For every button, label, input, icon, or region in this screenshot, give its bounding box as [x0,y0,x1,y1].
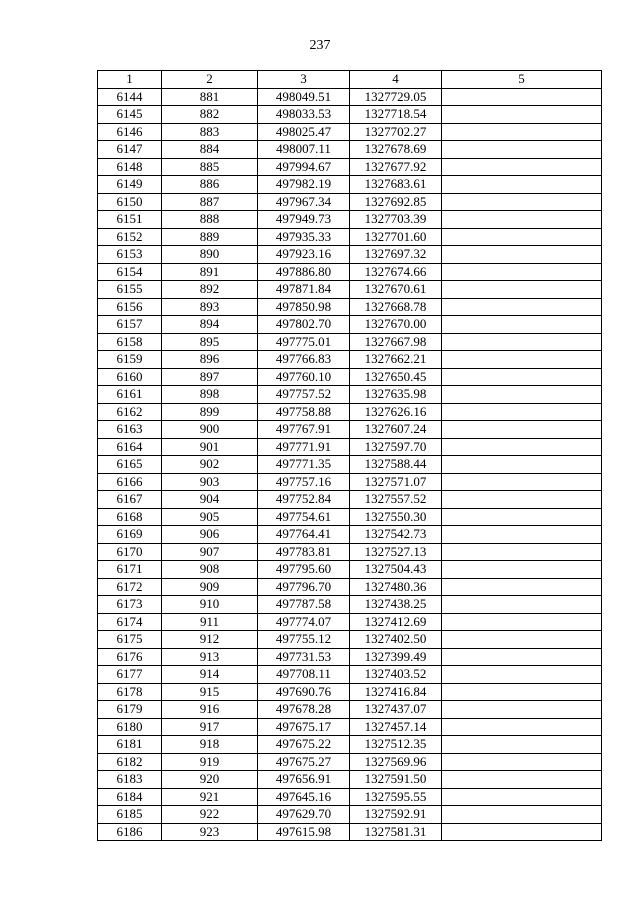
table-cell: 1327697.32 [350,246,442,264]
table-cell: 497708.11 [258,666,350,684]
table-cell: 1327581.31 [350,823,442,841]
table-cell: 6185 [98,806,162,824]
table-row [98,631,602,649]
table-cell: 895 [162,333,258,351]
table-cell: 886 [162,176,258,194]
table-cell: 6154 [98,263,162,281]
table-cell [442,403,602,421]
table-cell: 6179 [98,701,162,719]
table-cell [442,106,602,124]
table-cell: 6168 [98,508,162,526]
table-cell [442,193,602,211]
table-cell: 1327399.49 [350,648,442,666]
table-cell: 497771.91 [258,438,350,456]
table-cell: 6152 [98,228,162,246]
table-row [98,176,602,194]
table-cell: 885 [162,158,258,176]
table-cell: 1327416.84 [350,683,442,701]
table-cell: 6170 [98,543,162,561]
table-cell: 497775.01 [258,333,350,351]
table-row [98,823,602,841]
table-cell: 6156 [98,298,162,316]
table-cell: 497757.16 [258,473,350,491]
table-cell: 6167 [98,491,162,509]
table-cell: 6159 [98,351,162,369]
table-cell [442,211,602,229]
table-cell: 6153 [98,246,162,264]
table-cell: 1327403.52 [350,666,442,684]
table-cell: 497886.80 [258,263,350,281]
table-row [98,543,602,561]
table-cell: 497850.98 [258,298,350,316]
table-cell [442,281,602,299]
table-cell [442,386,602,404]
table-cell: 497656.91 [258,771,350,789]
table-cell: 1327667.98 [350,333,442,351]
table-cell: 1327480.36 [350,578,442,596]
table-cell: 1327542.73 [350,526,442,544]
table-cell [442,701,602,719]
table-cell: 1327557.52 [350,491,442,509]
table-cell [442,368,602,386]
table-cell: 882 [162,106,258,124]
table-cell [442,753,602,771]
table-cell: 6183 [98,771,162,789]
table-cell: 1327550.30 [350,508,442,526]
table-row [98,438,602,456]
table-cell [442,508,602,526]
table-header-row [98,71,602,89]
table-cell: 887 [162,193,258,211]
table-cell: 6181 [98,736,162,754]
table-cell: 497774.07 [258,613,350,631]
table-cell [442,596,602,614]
table-cell: 894 [162,316,258,334]
table-cell: 6148 [98,158,162,176]
page-number: 237 [309,38,331,53]
table-cell: 497758.88 [258,403,350,421]
table-cell: 6175 [98,631,162,649]
table-cell [442,176,602,194]
table-cell [442,316,602,334]
table-row [98,123,602,141]
table-cell: 6173 [98,596,162,614]
table-row [98,578,602,596]
table-row [98,788,602,806]
table-cell [442,613,602,631]
table-cell: 497675.22 [258,736,350,754]
table-row [98,228,602,246]
table-cell: 497967.34 [258,193,350,211]
table-cell [442,771,602,789]
column-header: 1 [98,71,162,89]
table-cell: 6157 [98,316,162,334]
table-row [98,298,602,316]
table-cell: 1327607.24 [350,421,442,439]
table-cell: 6155 [98,281,162,299]
table-cell: 6158 [98,333,162,351]
table-cell [442,228,602,246]
table-cell: 6163 [98,421,162,439]
table-cell: 6149 [98,176,162,194]
table-cell: 1327729.05 [350,88,442,106]
table-cell: 888 [162,211,258,229]
table-row [98,771,602,789]
table-cell: 923 [162,823,258,841]
table-cell: 6161 [98,386,162,404]
table-cell: 497783.81 [258,543,350,561]
table-cell: 6180 [98,718,162,736]
table-cell: 918 [162,736,258,754]
table-cell: 919 [162,753,258,771]
column-header: 5 [442,71,602,89]
table-row [98,456,602,474]
table-cell: 914 [162,666,258,684]
table-row [98,596,602,614]
table-cell: 6166 [98,473,162,491]
table-row [98,141,602,159]
table-row [98,316,602,334]
table-row [98,158,602,176]
table-cell: 898 [162,386,258,404]
table-row [98,526,602,544]
table-row [98,473,602,491]
table-cell: 497764.41 [258,526,350,544]
table-row [98,491,602,509]
table-cell [442,631,602,649]
table-row [98,333,602,351]
table-cell [442,491,602,509]
coordinates-table [97,70,602,841]
table-cell: 906 [162,526,258,544]
table-cell: 497802.70 [258,316,350,334]
table-cell: 1327592.91 [350,806,442,824]
table-row [98,421,602,439]
table-cell: 916 [162,701,258,719]
table-cell: 893 [162,298,258,316]
table-cell: 497678.28 [258,701,350,719]
table-cell: 892 [162,281,258,299]
table-row [98,736,602,754]
table-cell: 1327571.07 [350,473,442,491]
table-cell: 6150 [98,193,162,211]
table-cell: 6144 [98,88,162,106]
table-cell: 497771.35 [258,456,350,474]
table-cell [442,578,602,596]
table-cell [442,648,602,666]
table-cell: 904 [162,491,258,509]
table-row [98,351,602,369]
table-cell: 1327692.85 [350,193,442,211]
table-cell: 917 [162,718,258,736]
table-cell: 498025.47 [258,123,350,141]
table-cell: 497767.91 [258,421,350,439]
table-row [98,648,602,666]
table-cell: 6171 [98,561,162,579]
table-cell: 497982.19 [258,176,350,194]
table-cell: 497923.16 [258,246,350,264]
table-cell [442,246,602,264]
table-cell: 1327674.66 [350,263,442,281]
table-cell: 921 [162,788,258,806]
table-cell: 1327662.21 [350,351,442,369]
table-cell: 907 [162,543,258,561]
table-cell: 6147 [98,141,162,159]
table-cell: 920 [162,771,258,789]
table-cell [442,683,602,701]
column-header: 2 [162,71,258,89]
table-cell: 902 [162,456,258,474]
table-row [98,88,602,106]
table-cell: 890 [162,246,258,264]
table-cell: 497755.12 [258,631,350,649]
table-row [98,263,602,281]
table-cell [442,141,602,159]
table-cell: 497675.27 [258,753,350,771]
table-cell: 6164 [98,438,162,456]
table-cell: 497629.70 [258,806,350,824]
table-cell: 498007.11 [258,141,350,159]
table-cell: 1327591.50 [350,771,442,789]
table-cell: 903 [162,473,258,491]
table-cell: 497766.83 [258,351,350,369]
table-cell: 6169 [98,526,162,544]
table-cell: 913 [162,648,258,666]
table-cell [442,736,602,754]
table-row [98,666,602,684]
table-cell: 1327438.25 [350,596,442,614]
table-cell: 6160 [98,368,162,386]
table-cell: 6177 [98,666,162,684]
table-row [98,403,602,421]
table-row [98,613,602,631]
table-cell [442,718,602,736]
table-cell: 915 [162,683,258,701]
table-cell [442,823,602,841]
table-cell: 498049.51 [258,88,350,106]
table-cell: 497731.53 [258,648,350,666]
table-row [98,106,602,124]
table-cell: 6162 [98,403,162,421]
table-cell: 497757.52 [258,386,350,404]
table-cell: 497760.10 [258,368,350,386]
table-cell: 6172 [98,578,162,596]
table-cell: 497752.84 [258,491,350,509]
table-row [98,368,602,386]
table-cell: 6176 [98,648,162,666]
table-cell [442,351,602,369]
table-cell: 1327588.44 [350,456,442,474]
table-cell: 1327402.50 [350,631,442,649]
table-cell: 1327668.78 [350,298,442,316]
table-cell: 6146 [98,123,162,141]
table-cell [442,438,602,456]
table-cell: 497645.16 [258,788,350,806]
table-cell: 910 [162,596,258,614]
table-cell: 1327701.60 [350,228,442,246]
table-cell: 1327635.98 [350,386,442,404]
table-row [98,386,602,404]
table-cell: 922 [162,806,258,824]
table-cell [442,333,602,351]
table-cell: 1327595.55 [350,788,442,806]
table-cell [442,88,602,106]
table-cell [442,788,602,806]
table-cell: 1327597.70 [350,438,442,456]
table-row [98,753,602,771]
table-cell: 1327683.61 [350,176,442,194]
table-cell: 1327718.54 [350,106,442,124]
table-cell [442,158,602,176]
table-cell [442,421,602,439]
table-cell: 896 [162,351,258,369]
table-cell [442,473,602,491]
table-cell: 6174 [98,613,162,631]
table-cell: 1327504.43 [350,561,442,579]
table-cell: 1327626.16 [350,403,442,421]
table-cell: 912 [162,631,258,649]
table-cell: 1327437.07 [350,701,442,719]
table-cell: 1327678.69 [350,141,442,159]
table-cell: 1327412.69 [350,613,442,631]
table-row [98,281,602,299]
table-cell: 1327512.35 [350,736,442,754]
table-cell: 883 [162,123,258,141]
table-cell: 6184 [98,788,162,806]
table-cell [442,561,602,579]
table-row [98,806,602,824]
table-cell: 497994.67 [258,158,350,176]
table-row [98,246,602,264]
table-cell: 911 [162,613,258,631]
table-cell: 497935.33 [258,228,350,246]
table-cell [442,123,602,141]
table-cell: 497795.60 [258,561,350,579]
table-cell [442,298,602,316]
table-row [98,193,602,211]
table-cell [442,666,602,684]
table-cell [442,456,602,474]
table-cell: 497675.17 [258,718,350,736]
table-cell: 1327670.00 [350,316,442,334]
table-cell: 497796.70 [258,578,350,596]
table-cell: 1327702.27 [350,123,442,141]
table-cell: 1327670.61 [350,281,442,299]
table-cell: 897 [162,368,258,386]
table-cell: 6178 [98,683,162,701]
table-cell: 881 [162,88,258,106]
table-cell: 497754.61 [258,508,350,526]
table-row [98,211,602,229]
table-cell: 6182 [98,753,162,771]
table-cell [442,526,602,544]
table-cell: 1327677.92 [350,158,442,176]
table-row [98,701,602,719]
table-cell: 1327457.14 [350,718,442,736]
table-cell: 905 [162,508,258,526]
table-cell: 889 [162,228,258,246]
table-cell: 891 [162,263,258,281]
table-cell [442,806,602,824]
table-cell: 901 [162,438,258,456]
table-cell: 497871.84 [258,281,350,299]
table-cell: 6186 [98,823,162,841]
table-cell: 909 [162,578,258,596]
table-cell [442,263,602,281]
table-cell: 1327569.96 [350,753,442,771]
table-cell: 900 [162,421,258,439]
table-cell [442,543,602,561]
column-header: 4 [350,71,442,89]
table-row [98,683,602,701]
table-cell: 497615.98 [258,823,350,841]
table-row [98,508,602,526]
table-row [98,718,602,736]
table-cell: 497690.76 [258,683,350,701]
table-row [98,561,602,579]
table-cell: 899 [162,403,258,421]
table-body [98,88,602,841]
table-cell: 498033.53 [258,106,350,124]
table-cell: 1327650.45 [350,368,442,386]
table-cell: 908 [162,561,258,579]
table-cell: 6151 [98,211,162,229]
table-cell: 6145 [98,106,162,124]
table-cell: 1327703.39 [350,211,442,229]
table-cell: 497949.73 [258,211,350,229]
table-cell: 884 [162,141,258,159]
column-header: 3 [258,71,350,89]
table-cell: 497787.58 [258,596,350,614]
table-cell: 6165 [98,456,162,474]
table-cell: 1327527.13 [350,543,442,561]
